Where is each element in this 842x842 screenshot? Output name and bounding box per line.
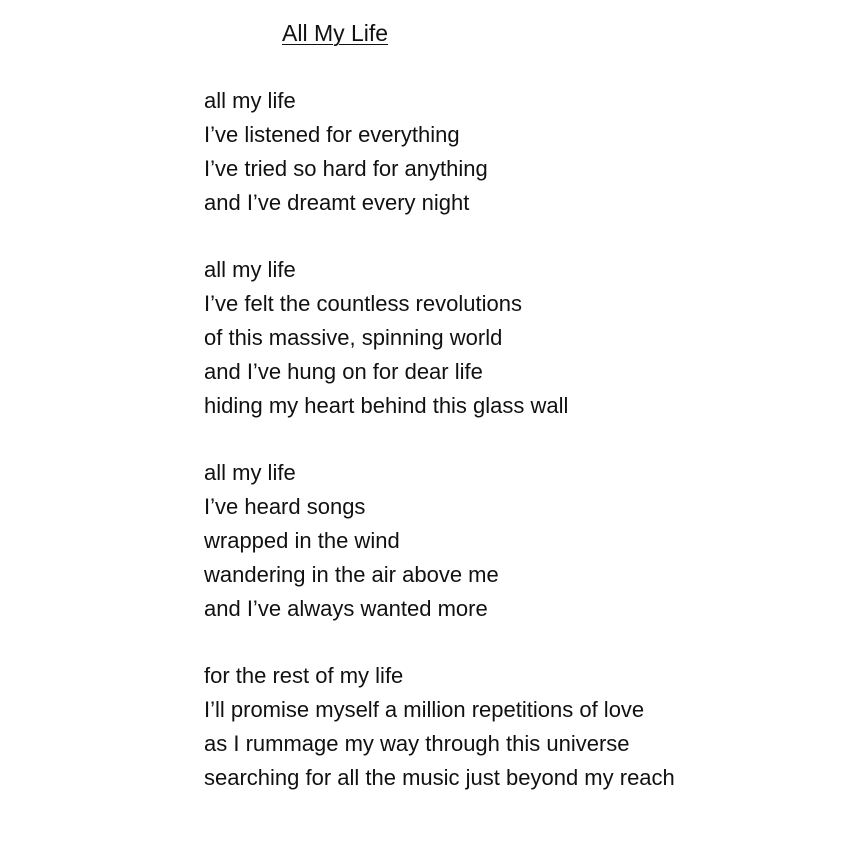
poem-line: hiding my heart behind this glass wall	[204, 393, 569, 418]
poem-line: I’ve heard songs	[204, 494, 366, 519]
poem-line: wandering in the air above me	[204, 562, 499, 587]
poem-line: as I rummage my way through this universe	[204, 731, 630, 756]
poem-line: I’ve listened for everything	[204, 122, 460, 147]
stanza-3	[204, 456, 824, 626]
poem-line: and I’ve dreamt every night	[204, 190, 470, 215]
poem-title: All My Life	[282, 20, 389, 46]
stanza-1	[204, 84, 824, 220]
poem-line: all my life	[204, 257, 296, 282]
poem-line: all my life	[204, 460, 296, 485]
poem-body	[204, 84, 824, 795]
stanza-4	[204, 659, 824, 795]
poem-line: all my life	[204, 88, 296, 113]
poem-line: of this massive, spinning world	[204, 325, 503, 350]
poem-line: for the rest of my life	[204, 663, 404, 688]
poem-line: wrapped in the wind	[204, 528, 400, 553]
poem-line: searching for all the music just beyond my reach	[204, 765, 675, 790]
stanza-2	[204, 253, 824, 423]
poem-line: and I’ve hung on for dear life	[204, 359, 483, 384]
poem-line: I’ve tried so hard for anything	[204, 156, 488, 181]
poem-line: and I’ve always wanted more	[204, 596, 488, 621]
poem-line: I’ll promise myself a million repetitions of love	[204, 697, 645, 722]
poem-line: I’ve felt the countless revolutions	[204, 291, 522, 316]
